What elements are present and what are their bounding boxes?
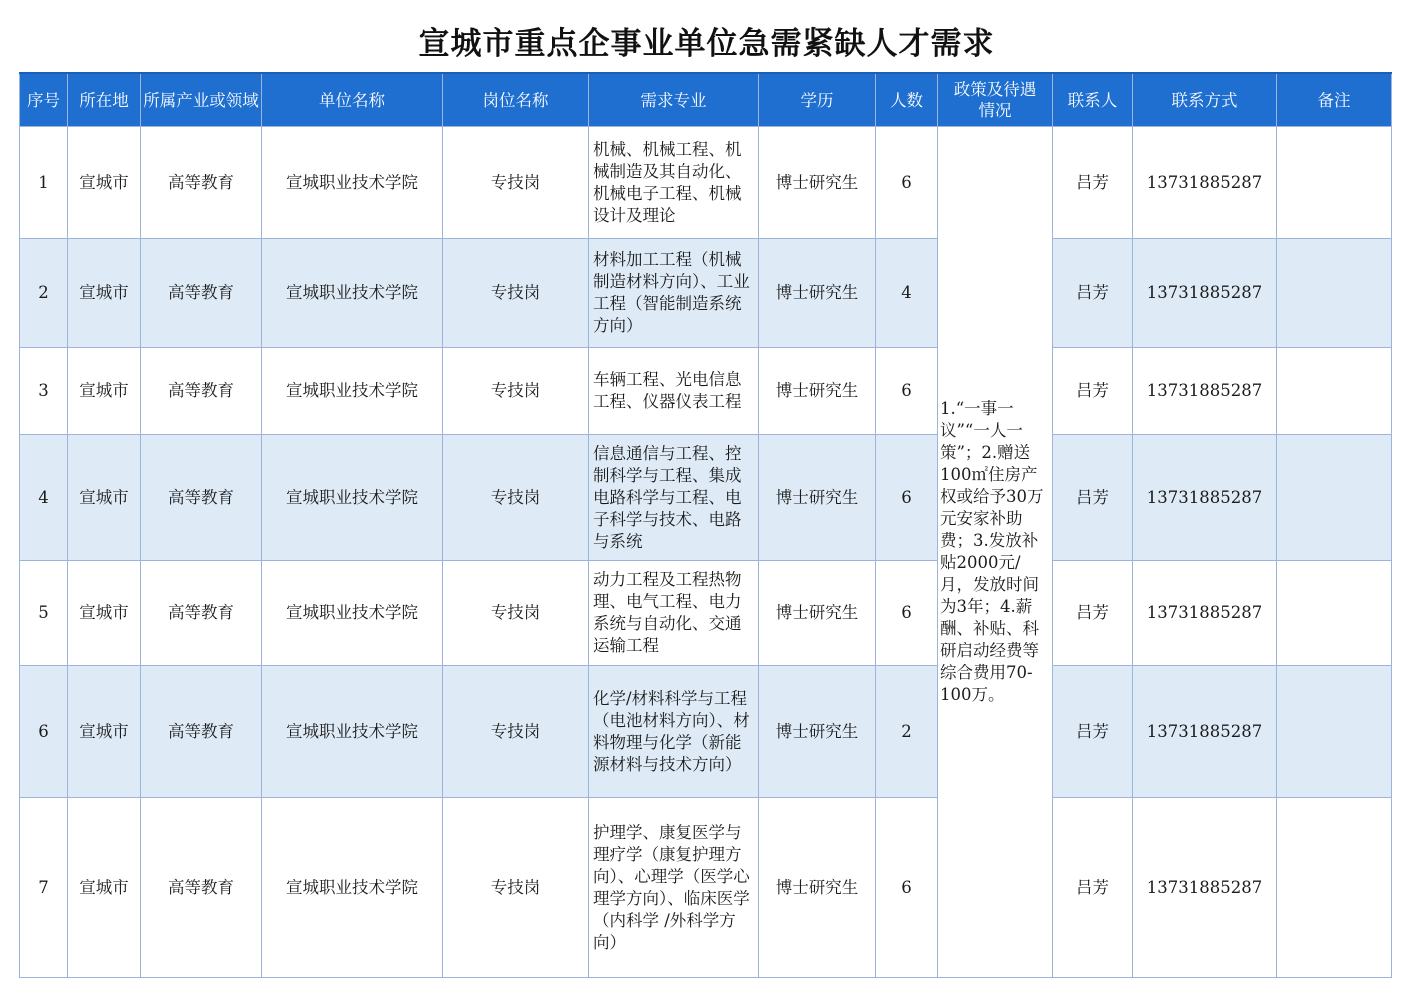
col-header-location: 所在地 (68, 73, 141, 127)
cell-no: 5 (20, 561, 68, 666)
cell-location: 宣城市 (68, 666, 141, 798)
cell-phone: 13731885287 (1133, 561, 1277, 666)
cell-industry: 高等教育 (141, 127, 262, 239)
cell-contact: 吕芳 (1053, 127, 1133, 239)
col-header-phone: 联系方式 (1133, 73, 1277, 127)
cell-phone: 13731885287 (1133, 127, 1277, 239)
cell-industry: 高等教育 (141, 435, 262, 561)
col-header-policy: 政策及待遇情况 (938, 73, 1053, 127)
cell-major: 信息通信与工程、控制科学与工程、集成电路科学与工程、电子科学与技术、电路与系统 (589, 435, 759, 561)
cell-count: 6 (876, 561, 938, 666)
cell-degree: 博士研究生 (759, 127, 876, 239)
cell-major: 材料加工工程（机械制造材料方向）、工业工程（智能制造系统方向） (589, 239, 759, 348)
policy-cell: 1.“一事一议”“一人一策”；2.赠送100㎡住房产权或给予30万元安家补助费；3.发放补贴2000元/月，发放时间为3年；4.薪酬、补贴、科研启动经费等综合费用70-100万。 (938, 127, 1053, 978)
cell-degree: 博士研究生 (759, 348, 876, 435)
cell-note (1277, 435, 1392, 561)
cell-post: 专技岗 (443, 239, 589, 348)
cell-contact: 吕芳 (1053, 666, 1133, 798)
cell-no: 1 (20, 127, 68, 239)
cell-unit: 宣城职业技术学院 (262, 239, 443, 348)
col-header-major: 需求专业 (589, 73, 759, 127)
cell-phone: 13731885287 (1133, 798, 1277, 978)
cell-industry: 高等教育 (141, 561, 262, 666)
cell-contact: 吕芳 (1053, 798, 1133, 978)
cell-degree: 博士研究生 (759, 435, 876, 561)
cell-no: 4 (20, 435, 68, 561)
cell-industry: 高等教育 (141, 239, 262, 348)
cell-degree: 博士研究生 (759, 798, 876, 978)
cell-no: 3 (20, 348, 68, 435)
cell-location: 宣城市 (68, 348, 141, 435)
cell-post: 专技岗 (443, 127, 589, 239)
col-header-industry: 所属产业或领域 (141, 73, 262, 127)
cell-unit: 宣城职业技术学院 (262, 666, 443, 798)
cell-post: 专技岗 (443, 798, 589, 978)
col-header-post: 岗位名称 (443, 73, 589, 127)
cell-note (1277, 666, 1392, 798)
table-row (20, 239, 1392, 348)
cell-unit: 宣城职业技术学院 (262, 348, 443, 435)
cell-count: 2 (876, 666, 938, 798)
table-row (20, 127, 1392, 239)
cell-unit: 宣城职业技术学院 (262, 435, 443, 561)
cell-post: 专技岗 (443, 435, 589, 561)
cell-location: 宣城市 (68, 798, 141, 978)
cell-contact: 吕芳 (1053, 239, 1133, 348)
cell-location: 宣城市 (68, 561, 141, 666)
cell-major: 护理学、康复医学与理疗学（康复护理方向）、心理学（医学心理学方向）、临床医学（内科学 /外科学方向） (589, 798, 759, 978)
cell-major: 动力工程及工程热物理、电气工程、电力系统与自动化、交通运输工程 (589, 561, 759, 666)
cell-note (1277, 348, 1392, 435)
cell-contact: 吕芳 (1053, 435, 1133, 561)
cell-count: 6 (876, 435, 938, 561)
cell-count: 6 (876, 348, 938, 435)
cell-industry: 高等教育 (141, 348, 262, 435)
cell-post: 专技岗 (443, 666, 589, 798)
table-row (20, 348, 1392, 435)
table-row (20, 435, 1392, 561)
cell-post: 专技岗 (443, 561, 589, 666)
talent-demand-table (19, 72, 1392, 978)
cell-degree: 博士研究生 (759, 561, 876, 666)
cell-count: 4 (876, 239, 938, 348)
cell-note (1277, 239, 1392, 348)
cell-phone: 13731885287 (1133, 666, 1277, 798)
cell-note (1277, 798, 1392, 978)
cell-no: 2 (20, 239, 68, 348)
cell-unit: 宣城职业技术学院 (262, 561, 443, 666)
cell-unit: 宣城职业技术学院 (262, 127, 443, 239)
col-header-contact: 联系人 (1053, 73, 1133, 127)
cell-major: 车辆工程、光电信息工程、仪器仪表工程 (589, 348, 759, 435)
cell-industry: 高等教育 (141, 666, 262, 798)
col-header-no: 序号 (20, 73, 68, 127)
cell-note (1277, 127, 1392, 239)
cell-contact: 吕芳 (1053, 348, 1133, 435)
cell-contact: 吕芳 (1053, 561, 1133, 666)
cell-no: 6 (20, 666, 68, 798)
cell-location: 宣城市 (68, 239, 141, 348)
table-row (20, 798, 1392, 978)
cell-degree: 博士研究生 (759, 239, 876, 348)
cell-unit: 宣城职业技术学院 (262, 798, 443, 978)
col-header-degree: 学历 (759, 73, 876, 127)
cell-phone: 13731885287 (1133, 435, 1277, 561)
cell-phone: 13731885287 (1133, 239, 1277, 348)
cell-phone: 13731885287 (1133, 348, 1277, 435)
cell-count: 6 (876, 798, 938, 978)
col-header-unit: 单位名称 (262, 73, 443, 127)
cell-note (1277, 561, 1392, 666)
cell-count: 6 (876, 127, 938, 239)
cell-degree: 博士研究生 (759, 666, 876, 798)
cell-post: 专技岗 (443, 348, 589, 435)
table-row (20, 561, 1392, 666)
cell-major: 化学/材料科学与工程（电池材料方向）、材料物理与化学（新能源材料与技术方向） (589, 666, 759, 798)
table-row (20, 666, 1392, 798)
col-header-note: 备注 (1277, 73, 1392, 127)
col-header-count: 人数 (876, 73, 938, 127)
page-title: 宣城市重点企事业单位急需紧缺人才需求 (418, 26, 995, 62)
cell-no: 7 (20, 798, 68, 978)
cell-location: 宣城市 (68, 435, 141, 561)
cell-major: 机械、机械工程、机械制造及其自动化、机械电子工程、机械设计及理论 (589, 127, 759, 239)
header-row (20, 73, 1392, 127)
cell-industry: 高等教育 (141, 798, 262, 978)
cell-location: 宣城市 (68, 127, 141, 239)
